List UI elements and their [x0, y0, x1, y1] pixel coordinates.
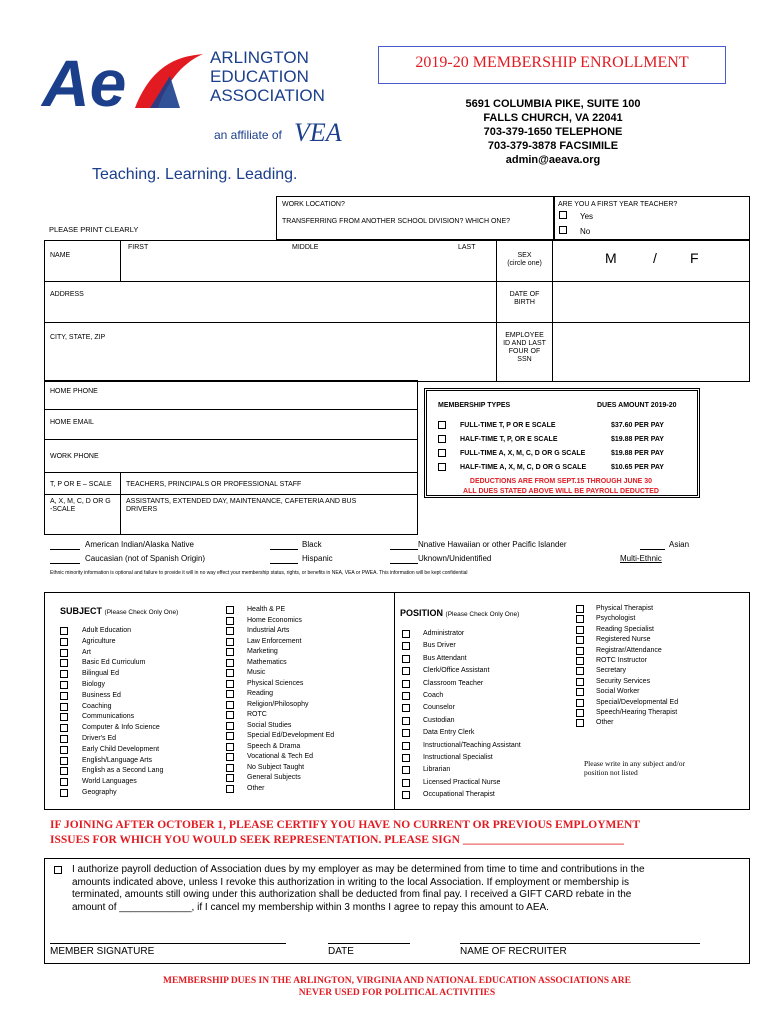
emp-line-3: FOUR OF [508, 348, 541, 355]
auth-line-1: I authorize payroll deduction of Association dues by my employer as may be determined from time to time and contributions in the [72, 864, 645, 875]
form-title: 2019-20 MEMBERSHIP ENROLLMENT [378, 46, 726, 84]
subject-checkbox[interactable] [226, 701, 234, 709]
subject-label: Coaching [82, 702, 112, 710]
vea-logo: VEA [294, 118, 342, 147]
position-label: Physical Therapist [596, 605, 654, 612]
print-clearly-label: PLEASE PRINT CLEARLY [49, 225, 139, 234]
subject-checkbox[interactable] [226, 764, 234, 772]
subject-label: Adult Education [82, 627, 132, 634]
subject-label: Computer & Info Science [82, 724, 160, 732]
subject-heading [60, 606, 178, 616]
certify-line-2[interactable]: ISSUES FOR WHICH YOU WOULD SEEK REPRESENTATION. PLEASE SIGN ____________________________ [50, 834, 624, 846]
subject-label: Social Studies [247, 721, 292, 729]
membership-dues-amount: $19.88 PER PAY [611, 450, 664, 457]
subject-label: Religion/Philosophy [247, 700, 309, 708]
position-label: Licensed Practical Nurse [423, 778, 501, 786]
fax: 703-379-3878 FACSIMILE [487, 140, 619, 152]
position-label: Bus Attendant [423, 654, 467, 662]
city-state-zip-input[interactable] [120, 324, 494, 380]
membership-type-checkbox[interactable] [438, 421, 446, 429]
org-line-1: ARLINGTON [210, 48, 309, 67]
position-label: Coach [423, 692, 444, 699]
work-location-label: WORK LOCATION? [282, 201, 345, 208]
position-checkbox[interactable] [576, 709, 584, 717]
position-checkbox[interactable] [402, 717, 410, 725]
position-label: Custodian [423, 716, 455, 724]
subject-checkbox[interactable] [60, 746, 68, 754]
subject-checkbox[interactable] [60, 638, 68, 646]
ethnicity-black[interactable]: Black [302, 540, 322, 549]
subject-title: SUBJECT [60, 606, 103, 616]
member-signature-line[interactable] [50, 943, 286, 944]
subject-label: Law Enforcement [247, 637, 302, 645]
subject-label: Marketing [247, 648, 278, 655]
position-label: Classroom Teacher [423, 679, 484, 687]
name-input[interactable] [122, 254, 494, 280]
subject-checkbox[interactable] [60, 757, 68, 765]
write-in-note [584, 759, 685, 777]
subject-checkbox[interactable] [226, 743, 234, 751]
subject-checkbox[interactable] [226, 669, 234, 677]
subject-checkbox[interactable] [60, 724, 68, 732]
position-label: Data Entry Clerk [423, 729, 475, 737]
subject-label: Basic Ed Curriculum [82, 659, 146, 667]
subject-label: Driver's Ed [82, 735, 117, 742]
name-label: NAME [50, 252, 71, 259]
membership-dues-amount: $19.88 PER PAY [611, 436, 664, 443]
subject-label: Music [247, 669, 266, 676]
phone: 703-379-1650 TELEPHONE [483, 126, 623, 138]
position-checkbox[interactable] [402, 704, 410, 712]
membership-type-checkbox[interactable] [438, 435, 446, 443]
tpe-scale-desc: TEACHERS, PRINCIPALS OR PROFESSIONAL STAFF [126, 481, 302, 488]
position-title: POSITION [400, 608, 444, 618]
tpe-scale-label: T, P OR E – SCALE [50, 481, 112, 488]
subject-checkbox[interactable] [60, 767, 68, 775]
subject-checkbox[interactable] [60, 659, 68, 667]
subject-checkbox[interactable] [226, 690, 234, 698]
subject-label: Early Child Development [82, 745, 160, 753]
deductions-note-2: ALL DUES STATED ABOVE WILL BE PAYROLL DEDUCTED [463, 488, 659, 495]
subject-checkbox[interactable] [226, 648, 234, 656]
position-checkbox[interactable] [576, 678, 584, 686]
subject-label: Industrial Arts [247, 627, 290, 634]
member-signature-label: MEMBER SIGNATURE [50, 946, 155, 957]
membership-dues-amount: $10.65 PER PAY [611, 464, 664, 471]
write-in-line-1: Please write in any subject and/or [584, 759, 686, 768]
position-label: Reading Specialist [596, 625, 654, 633]
sex-text: SEX [517, 252, 532, 259]
subject-label: World Languages [82, 778, 137, 786]
position-label: Librarian [423, 766, 451, 774]
footer-notice [44, 975, 750, 999]
ethnicity-caucasian[interactable]: Caucasian (not of Spanish Origin) [85, 554, 206, 563]
city-state-zip-label: CITY, STATE, ZIP [50, 334, 106, 341]
address-label: ADDRESS [50, 291, 84, 298]
position-label: Social Worker [596, 688, 640, 696]
office-address [430, 97, 676, 167]
position-label: Security Services [596, 677, 651, 685]
ethnicity-multi[interactable]: Multi-Ethnic [620, 554, 662, 563]
subject-checkbox[interactable] [226, 606, 234, 614]
date-line[interactable] [328, 943, 410, 944]
membership-type-checkbox[interactable] [438, 449, 446, 457]
membership-dues-amount: $37.60 PER PAY [611, 422, 664, 429]
subject-label: English as a Second Lang [82, 767, 164, 775]
position-hint: (Please Check Only One) [445, 611, 520, 618]
deductions-note [426, 478, 696, 496]
position-label: Clerk/Office Assistant [423, 667, 490, 675]
subject-label: Business Ed [82, 691, 121, 699]
position-label: Administrator [423, 630, 465, 637]
position-checkbox[interactable] [402, 667, 410, 675]
membership-type-checkbox[interactable] [438, 463, 446, 471]
position-checkbox[interactable] [576, 647, 584, 655]
position-heading [400, 608, 519, 618]
position-checkbox[interactable] [402, 692, 410, 700]
position-checkbox[interactable] [402, 779, 410, 787]
auth-line-3: terminated, amounts still owing under this authorization shall be deducted from final pay. I received a GIFT CARD rebate in the [72, 889, 632, 900]
subject-label: Bilingual Ed [82, 670, 119, 678]
work-phone-label: WORK PHONE [50, 453, 99, 460]
subject-checkbox[interactable] [60, 789, 68, 797]
subject-label: Biology [82, 681, 105, 688]
middle-label: MIDDLE [292, 244, 319, 251]
subject-checkbox[interactable] [60, 692, 68, 700]
position-label: ROTC Instructor [596, 657, 647, 664]
position-label: Speech/Hearing Therapist [596, 709, 678, 716]
subject-checkbox[interactable] [226, 711, 234, 719]
address-line-2: FALLS CHURCH, VA 22041 [483, 112, 623, 124]
recruiter-label: NAME OF RECRUITER [460, 946, 567, 957]
ethnicity-unknown[interactable]: Uknown/Unidentified [418, 554, 492, 563]
employee-id-label [497, 332, 552, 364]
position-checkbox[interactable] [576, 636, 584, 644]
position-checkbox[interactable] [576, 615, 584, 623]
position-label: Other [596, 719, 614, 727]
subject-label: Other [247, 784, 265, 792]
subject-label: Vocational & Tech Ed [247, 753, 314, 760]
subject-checkbox[interactable] [60, 713, 68, 721]
sex-f-option[interactable]: F [690, 250, 699, 266]
subject-checkbox[interactable] [60, 649, 68, 657]
ethnicity-hispanic[interactable]: Hispanic [302, 554, 333, 563]
position-checkbox[interactable] [402, 642, 410, 650]
subject-checkbox[interactable] [226, 722, 234, 730]
subject-label: General Subjects [247, 774, 301, 781]
dob-line-1: DATE OF [509, 291, 540, 298]
position-label: Instructional Specialist [423, 754, 493, 761]
subject-checkbox[interactable] [60, 703, 68, 711]
emp-line-2: ID AND LAST [503, 340, 546, 347]
position-label: Registrar/Attendance [596, 646, 662, 654]
emp-line-1: EMPLOYEE [505, 332, 544, 339]
axm-scale-desc [126, 498, 356, 514]
subject-label: Reading [247, 690, 274, 697]
deductions-note-1: DEDUCTIONS ARE FROM SEPT.15 THROUGH JUNE 30 [469, 478, 653, 485]
footer-line-1: MEMBERSHIP DUES IN THE ARLINGTON, VIRGINIA AND NATIONAL EDUCATION ASSOCIATIONS ARE [163, 976, 631, 986]
subject-hint: (Please Check Only One) [104, 609, 179, 616]
position-checkbox[interactable] [576, 719, 584, 727]
subject-label: Home Economics [247, 616, 302, 624]
date-label: DATE [328, 946, 354, 957]
axm-label-2: -SCALE [50, 506, 76, 513]
aea-logo [40, 46, 205, 116]
sex-label [497, 252, 552, 268]
subject-checkbox[interactable] [226, 638, 234, 646]
subject-label: Communications [82, 713, 135, 721]
position-checkbox[interactable] [576, 667, 584, 675]
first-year-yes-label: Yes [580, 212, 594, 221]
subject-checkbox[interactable] [226, 785, 234, 793]
auth-line-4: amount of _____________, if I cancel my membership within 3 months I agree to repay this amount to AEA. [72, 901, 549, 913]
dob-line-2: BIRTH [514, 299, 535, 306]
first-year-no-checkbox[interactable] [559, 226, 567, 234]
emp-line-4: SSN [517, 356, 532, 363]
subject-label: No Subject Taught [247, 763, 305, 771]
position-checkbox[interactable] [402, 754, 410, 762]
subject-label: Special Ed/Development Ed [247, 732, 335, 739]
position-label: Registered Nurse [596, 636, 651, 644]
email: admin@aeava.org [505, 154, 601, 166]
home-email-input[interactable] [120, 411, 416, 438]
sex-m-option[interactable]: M [605, 250, 617, 266]
membership-type-label: HALF-TIME A, X, M, C, D OR G SCALE [460, 464, 587, 471]
membership-type-label: FULL-TIME T, P OR E SCALE [460, 422, 556, 429]
axm-scale-label [50, 498, 111, 514]
subject-label: ROTC [247, 711, 267, 718]
authorize-checkbox[interactable] [54, 866, 62, 874]
position-label: Counselor [423, 704, 455, 712]
position-label: Bus Driver [423, 642, 456, 650]
subject-label: Geography [82, 789, 117, 796]
axm-desc-1: ASSISTANTS, EXTENDED DAY, MAINTENANCE, CAFETERIA AND BUS [126, 498, 357, 505]
membership-type-label: HALF-TIME T, P, OR E SCALE [460, 436, 558, 443]
membership-types-header: MEMBERSHIP TYPES [438, 402, 511, 409]
position-checkbox[interactable] [576, 605, 584, 613]
subject-checkbox[interactable] [60, 627, 68, 635]
work-phone-input[interactable] [120, 441, 416, 471]
ethnicity-asian[interactable]: Asian [669, 540, 690, 549]
axm-desc-2: DRIVERS [126, 506, 158, 513]
address-line-1: 5691 COLUMBIA PIKE, SUITE 100 [465, 98, 641, 110]
position-label: Psychologist [596, 615, 636, 623]
ethnicity-hawaiian[interactable]: Nnative Hawaiian or other Pacific Islander [418, 540, 567, 549]
org-line-3: ASSOCIATION [210, 86, 325, 105]
position-checkbox[interactable] [576, 626, 584, 634]
transferring-label: TRANSFERRING FROM ANOTHER SCHOOL DIVISION? WHICH ONE? [282, 218, 511, 225]
position-checkbox[interactable] [402, 742, 410, 750]
authorization-text [72, 864, 645, 914]
ethnicity-disclaimer: Ethnic minority information is optional and failure to provide it will in no way effect your membership status, rights, or benefits in NEA, VEA or PWEA. This information will be kept confidential [50, 570, 468, 576]
subject-checkbox[interactable] [60, 681, 68, 689]
dob-input[interactable] [554, 283, 748, 321]
org-line-2: EDUCATION [210, 67, 309, 86]
position-checkbox[interactable] [402, 766, 410, 774]
subject-checkbox[interactable] [226, 659, 234, 667]
circle-one-text: (circle one) [507, 260, 542, 267]
write-in-line-2: position not listed [584, 768, 638, 777]
subject-checkbox[interactable] [226, 753, 234, 761]
position-checkbox[interactable] [402, 680, 410, 688]
first-year-yes-checkbox[interactable] [559, 211, 567, 219]
home-email-label: HOME EMAIL [50, 419, 94, 426]
subject-checkbox[interactable] [60, 778, 68, 786]
certify-statement [50, 818, 640, 848]
position-checkbox[interactable] [576, 657, 584, 665]
org-name [210, 48, 325, 105]
subject-checkbox[interactable] [60, 670, 68, 678]
subject-label: English/Language Arts [82, 756, 153, 764]
auth-line-2: amounts indicated above, unless I revoke this authorization in writing to the local Association. If employment or membership is [72, 876, 629, 888]
position-checkbox[interactable] [576, 688, 584, 696]
position-checkbox[interactable] [402, 729, 410, 737]
dues-amount-header: DUES AMOUNT 2019-20 [597, 402, 677, 409]
first-year-no-label: No [580, 227, 591, 236]
subject-label: Speech & Drama [247, 742, 301, 750]
subject-checkbox[interactable] [226, 774, 234, 782]
subject-checkbox[interactable] [226, 732, 234, 740]
position-checkbox[interactable] [576, 699, 584, 707]
first-year-label: ARE YOU A FIRST YEAR TEACHER? [558, 201, 678, 208]
subject-checkbox[interactable] [226, 617, 234, 625]
first-label: FIRST [128, 244, 149, 251]
home-phone-label: HOME PHONE [50, 388, 98, 395]
position-label: Occupational Therapist [423, 791, 495, 799]
subject-label: Mathematics [247, 658, 287, 666]
position-label: Special/Developmental Ed [596, 698, 679, 706]
subject-checkbox[interactable] [226, 627, 234, 635]
position-label: Secretary [596, 667, 626, 675]
dob-label [497, 291, 552, 307]
last-label: LAST [458, 244, 476, 251]
subject-label: Physical Sciences [247, 679, 304, 687]
membership-type-label: FULL-TIME A, X, M, C, D OR G SCALE [460, 450, 586, 457]
address-input[interactable] [120, 283, 494, 321]
tagline: Teaching. Learning. Leading. [92, 166, 298, 183]
subject-label: Agriculture [82, 637, 116, 645]
sex-slash: / [653, 250, 657, 266]
subject-label: Health & PE [247, 606, 286, 613]
employee-id-input[interactable] [554, 324, 748, 380]
position-checkbox[interactable] [402, 791, 410, 799]
subject-label: Art [82, 648, 91, 656]
position-checkbox[interactable] [402, 630, 410, 638]
certify-line-1: IF JOINING AFTER OCTOBER 1, PLEASE CERTIFY YOU HAVE NO CURRENT OR PREVIOUS EMPLOYMENT [50, 819, 641, 831]
footer-line-2: NEVER USED FOR POLITICAL ACTIVITIES [298, 988, 496, 998]
subject-checkbox[interactable] [226, 680, 234, 688]
position-label: Instructional/Teaching Assistant [423, 741, 521, 749]
home-phone-input[interactable] [120, 382, 416, 408]
recruiter-line[interactable] [460, 943, 700, 944]
subject-checkbox[interactable] [60, 735, 68, 743]
position-checkbox[interactable] [402, 655, 410, 663]
axm-label-1: A, X, M, C, D OR G [50, 498, 111, 505]
ethnicity-american-indian[interactable]: American Indian/Alaska Native [85, 540, 194, 549]
affiliate-text: an affiliate of [214, 128, 282, 142]
svg-text:Ae: Ae [42, 46, 127, 116]
